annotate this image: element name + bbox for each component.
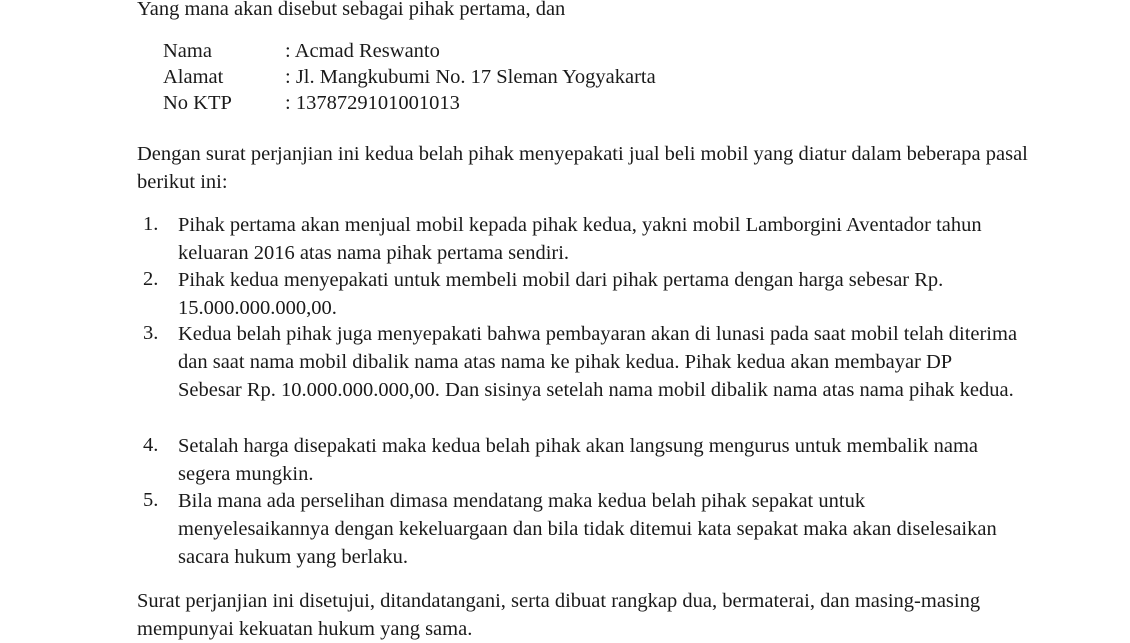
field-label: Nama [163, 40, 212, 62]
closing-paragraph: Surat perjanjian ini disetujui, ditandatangani, serta dibuat rangkap dua, bermaterai, dan masing-masing mempunyai kekuatan hukum yang sama. [137, 590, 981, 640]
clause-number: 4. [143, 434, 159, 456]
clause-text: Kedua belah pihak juga menyepakati bahwa pembayaran akan di lunasi pada saat mobil telah diterima dan saat nama mobil dibalik nama atas nama ke pihak kedua. Pihak kedua akan membayar DP Sebesar Rp. 10.000.000.000,00. Dan sisinya setelah nama mobil dibalik nama atas nama pihak kedua. [178, 323, 1018, 401]
clause-text: Pihak pertama akan menjual mobil kepada pihak kedua, yakni mobil Lamborgini Aventador tahun keluaran 2016 atas nama pihak pertama sendiri. [178, 214, 982, 264]
field-label: Alamat [163, 66, 224, 88]
field-row-alamat [0, 64, 1130, 91]
field-row-no-ktp [0, 90, 1130, 117]
field-value: : Acmad Reswanto [285, 40, 440, 62]
clause-number: 5. [143, 489, 159, 511]
clause-text: Bila mana ada perselihan dimasa mendatang maka kedua belah pihak sepakat untuk menyelesaikannya dengan kekeluargaan dan bila tidak ditemui kata sepakat maka akan diselesaikan sacara hukum yang berlaku. [178, 490, 997, 568]
clause-number: 1. [143, 213, 159, 235]
field-label: No KTP [163, 92, 232, 114]
field-row-nama [0, 38, 1130, 65]
clause-number: 3. [143, 322, 159, 344]
clause-number: 2. [143, 268, 159, 290]
field-value: : Jl. Mangkubumi No. 17 Sleman Yogyakarta [285, 66, 656, 88]
intro-text: Yang mana akan disebut sebagai pihak pertama, dan [137, 0, 566, 20]
clause-text: Setalah harga disepakati maka kedua belah pihak akan langsung mengurus untuk membalik nama segera mungkin. [178, 435, 979, 485]
clause-text: Pihak kedua menyepakati untuk membeli mobil dari pihak pertama dengan harga sebesar Rp. 15.000.000.000,00. [178, 269, 944, 319]
field-value: : 1378729101001013 [285, 92, 460, 114]
agreement-intro-paragraph: Dengan surat perjanjian ini kedua belah pihak menyepakati jual beli mobil yang diatur dalam beberapa pasal berikut ini: [137, 143, 1028, 193]
